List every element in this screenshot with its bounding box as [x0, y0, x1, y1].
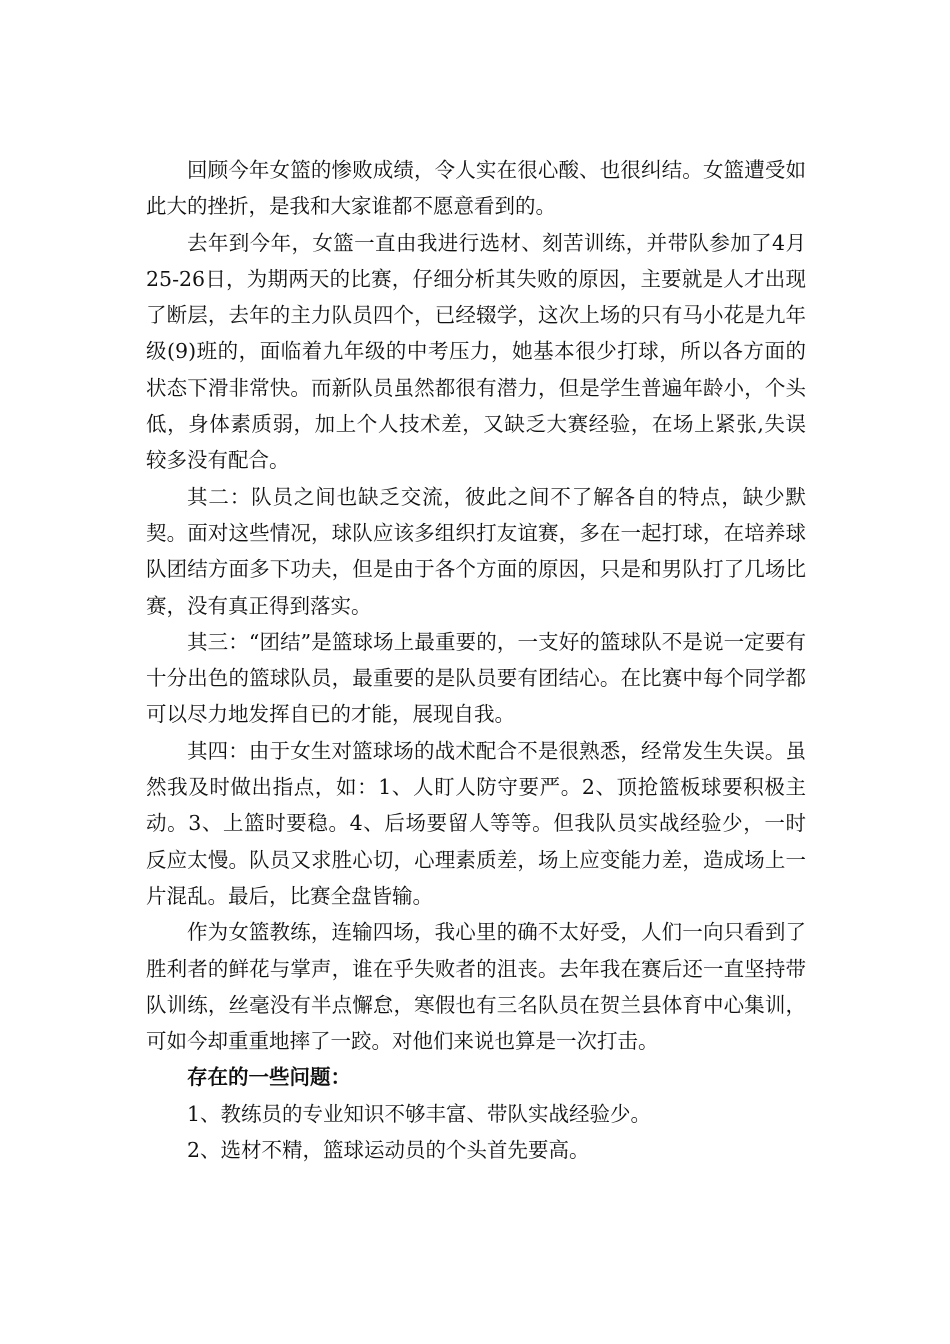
paragraph-intro: 回顾今年女篮的惨败成绩，令人实在很心酸、也很纠结。女篮遭受如此大的挫折，是我和大家谁都不愿意看到的。	[146, 158, 806, 219]
paragraph-reason-four: 其四：由于女生对篮球场的战术配合不是很熟悉，经常发生失误。虽然我及时做出指点，如：1、人盯人防守要严。2、顶抢篮板球要积极主动。3、上篮时要稳。4、后场要留人等等。但我队员实战经验少，一时反应太慢。队员又求胜心切，心理素质差，场上应变能力差，造成场上一片混乱。最后，比赛全盘皆输。	[146, 738, 806, 908]
problem-item-1: 1、教练员的专业知识不够丰富、带队实战经验少。	[187, 1101, 652, 1126]
problem-item-2: 2、选材不精，篮球运动员的个头首先要高。	[187, 1138, 590, 1163]
paragraph-coach-reflection: 作为女篮教练，连输四场，我心里的确不太好受，人们一向只看到了胜利者的鲜花与掌声，谁在乎失败者的沮丧。去年我在赛后还一直坚持带队训练，丝毫没有半点懈怠，寒假也有三名队员在贺兰县体育中心集训，可如今却重重地摔了一跤。对他们来说也算是一次打击。	[146, 920, 806, 1054]
paragraph-failure-analysis: 去年到今年，女篮一直由我进行选材、刻苦训练，并带队参加了4月25-26日，为期两天的比赛，仔细分析其失败的原因，主要就是人才出现了断层，去年的主力队员四个，已经辍学，这次上场的只有马小花是九年级(9)班的，面临着九年级的中考压力，她基本很少打球，所以各方面的状态下滑非常快。而新队员虽然都很有潜力，但是学生普遍年龄小，个头低，身体素质弱，加上个人技术差，又缺乏大赛经验，在场上紧张,失误较多没有配合。	[146, 230, 806, 473]
paragraph-reason-three: 其三：“团结”是篮球场上最重要的，一支好的篮球队不是说一定要有十分出色的篮球队员，最重要的是队员要有团结心。在比赛中每个同学都可以尽力地发挥自已的才能，展现自我。	[146, 629, 806, 727]
document-body	[146, 152, 806, 1168]
problems-heading: 存在的一些问题：	[187, 1065, 351, 1090]
paragraph-reason-two: 其二：队员之间也缺乏交流，彼此之间不了解各自的特点，缺少默契。面对这些情况，球队应该多组织打友谊赛，多在一起打球，在培养球队团结方面多下功夫，但是由于各个方面的原因，只是和男队打了几场比赛，没有真正得到落实。	[146, 484, 806, 618]
